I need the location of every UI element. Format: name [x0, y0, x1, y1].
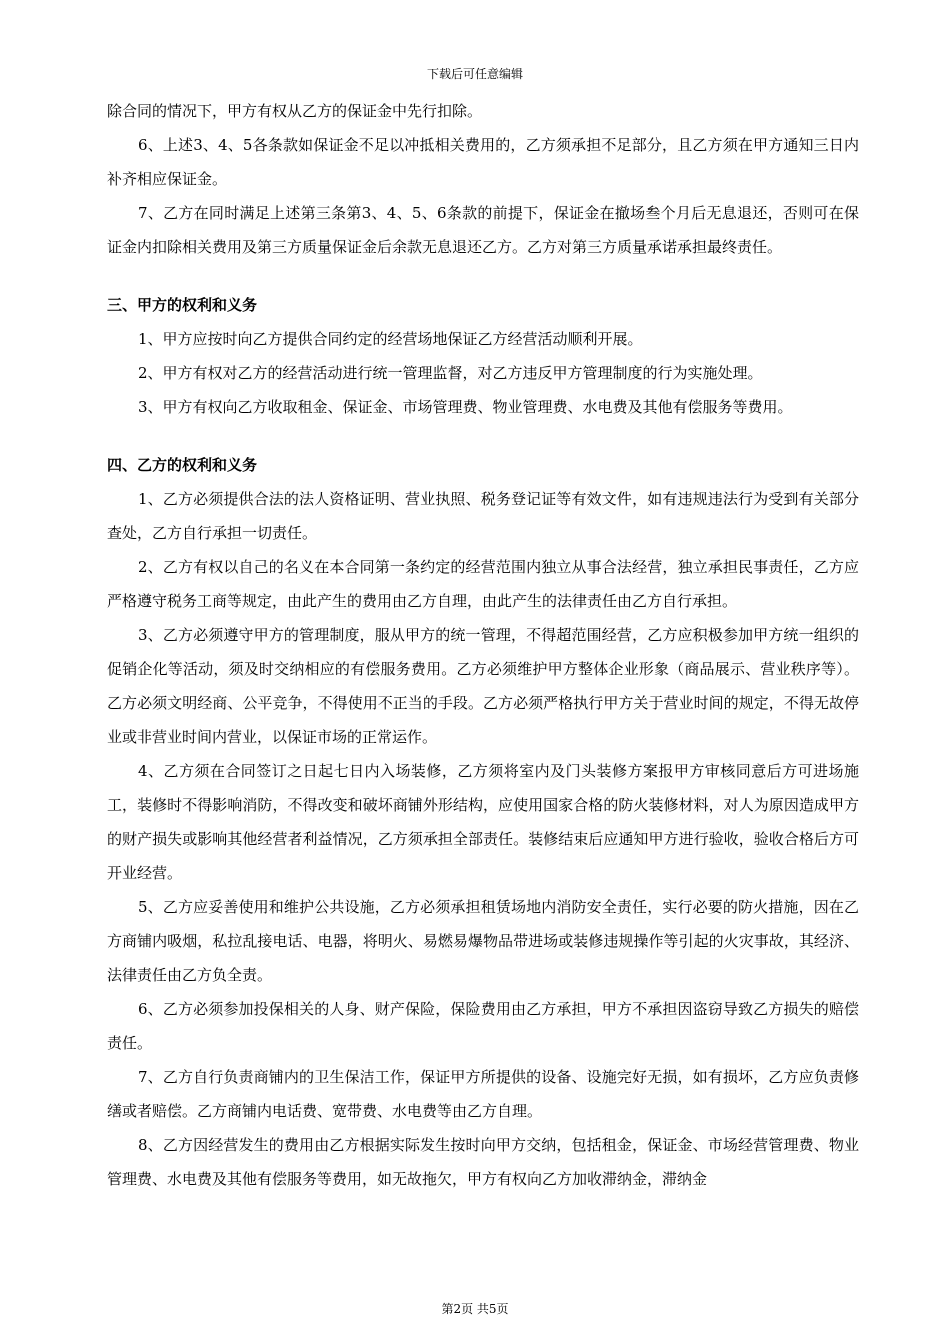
- section-4-item-1: 1、乙方必须提供合法的法人资格证明、营业执照、税务登记证等有效文件，如有违规违法行为受到有关部分查处，乙方自行承担一切责任。: [107, 490, 859, 542]
- section-4-item-7: 7、乙方自行负责商铺内的卫生保洁工作，保证甲方所提供的设备、设施完好无损，如有损坏，乙方应负责修缮或者赔偿。乙方商铺内电话费、宽带费、水电费等由乙方自理。: [107, 1068, 859, 1120]
- section-gap: [107, 264, 859, 276]
- section-4-item-4: 4、乙方须在合同签订之日起七日内入场装修，乙方须将室内及门头装修方案报甲方审核同意后方可进场施工，装修时不得影响消防，不得改变和破坏商铺外形结构，应使用国家合格的防火装修材料，对人为原因造成甲方的财产损失或影响其他经营者利益情况，乙方须承担全部责任。装修结束后应通知甲方进行验收，验收合格后方可开业经营。: [107, 762, 859, 882]
- section-4-item-5: 5、乙方应妥善使用和维护公共设施，乙方必须承担租赁场地内消防安全责任，实行必要的防火措施，因在乙方商铺内吸烟，私拉乱接电话、电器，将明火、易燃易爆物品带进场或装修违规操作等引起的火灾事故，其经济、法律责任由乙方负全责。: [107, 898, 859, 984]
- page-header-note: 下载后可任意编辑: [426, 67, 523, 81]
- section-3-item-2: 2、甲方有权对乙方的经营活动进行统一管理监督，对乙方违反甲方管理制度的行为实施处理。: [138, 364, 763, 382]
- section-4-heading: 四、乙方的权利和义务: [107, 456, 258, 474]
- section-4-item-8: 8、乙方因经营发生的费用由乙方根据实际发生按时向甲方交纳，包括租金，保证金、市场经营管理费、物业管理费、水电费及其他有偿服务等费用，如无故拖欠，甲方有权向乙方加收滞纳金，滞纳金: [107, 1136, 859, 1188]
- section-4-item-2: 2、乙方有权以自己的名义在本合同第一条约定的经营范围内独立从事合法经营，独立承担民事责任，乙方应严格遵守税务工商等规定，由此产生的费用由乙方自理，由此产生的法律责任由乙方自行承担。: [107, 558, 859, 610]
- section-3-heading: 三、甲方的权利和义务: [107, 296, 258, 314]
- section-4-item-3: 3、乙方必须遵守甲方的管理制度，服从甲方的统一管理，不得超范围经营，乙方应积极参加甲方统一组织的促销企化等活动，须及时交纳相应的有偿服务费用。乙方必须维护甲方整体企业形象（商品展示、营业秩序等）。乙方必须文明经商、公平竞争，不得使用不正当的手段。乙方必须严格执行甲方关于营业时间的规定，不得无故停业或非营业时间内营业，以保证市场的正常运作。: [107, 626, 859, 746]
- page-number: 第2页 共5页: [441, 1302, 509, 1316]
- section-3-item-1: 1、甲方应按时向乙方提供合同约定的经营场地保证乙方经营活动顺利开展。: [138, 330, 643, 348]
- section-3-item-3: 3、甲方有权向乙方收取租金、保证金、市场管理费、物业管理费、水电费及其他有偿服务等费用。: [138, 398, 793, 416]
- clause-7: 7、乙方在同时满足上述第三条第3、4、5、6条款的前提下，保证金在撤场叁个月后无息退还，否则可在保证金内扣除相关费用及第三方质量保证金后余款无息退还乙方。乙方对第三方质量承诺承担最终责任。: [107, 204, 859, 256]
- clause-6: 6、上述3、4、5各条款如保证金不足以冲抵相关费用的，乙方须承担不足部分，且乙方须在甲方通知三日内补齐相应保证金。: [107, 136, 859, 188]
- section-4-item-6: 6、乙方必须参加投保相关的人身、财产保险，保险费用由乙方承担，甲方不承担因盗窃导致乙方损失的赔偿责任。: [107, 1000, 859, 1052]
- section-gap: [107, 424, 859, 436]
- continued-paragraph: 除合同的情况下，甲方有权从乙方的保证金中先行扣除。: [107, 102, 483, 120]
- document-body: [107, 94, 859, 1196]
